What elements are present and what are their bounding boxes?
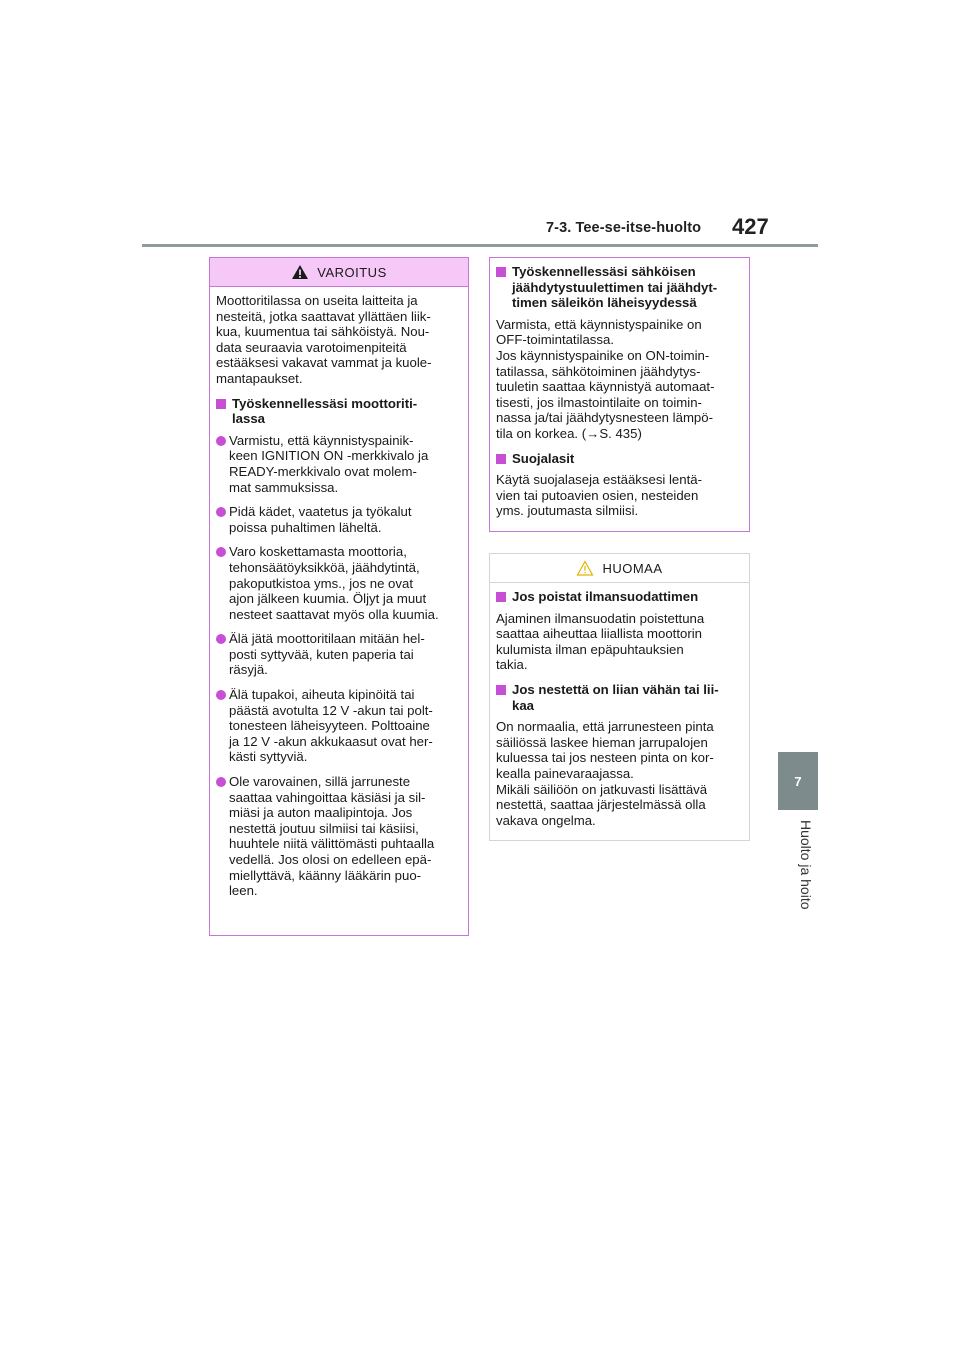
cooling-fan-text: Varmista, että käynnistyspainike on OFF-toimintatilassa. Jos käynnistyspainike on ON-toimin- tatilassa, sähkötoiminen jäähdytys- tuuletin saattaa käynnistyä automaat- tisesti, jos ilmastointilaite on toimin- nassa ja/tai jäähdytysnesteen lämpö- tila on korkea. (→S. 435)	[496, 316, 715, 441]
round-bullet-icon	[216, 634, 226, 644]
subheading-engine-room	[216, 396, 462, 427]
warning-box-body	[210, 287, 468, 914]
list-item	[216, 687, 462, 765]
warning-box	[209, 257, 469, 936]
header-rule	[142, 244, 818, 247]
subheading-text: Työskennellessäsi sähköisen jäähdytystuulettimen tai jäähdyt- timen säleikön läheisyydessä	[512, 264, 718, 311]
square-bullet-icon	[496, 592, 506, 602]
notice-box	[489, 553, 750, 841]
list-item-text: Älä jätä moottoritilaan mitään hel- posti syttyvää, kuten paperia tai räsyjä.	[229, 631, 425, 678]
round-bullet-icon	[216, 507, 226, 517]
goggles-text: Käytä suojalaseja estääksesi lentä- vien tai putoavien osien, nesteiden yms. joutumasta silmiisi.	[496, 472, 702, 519]
chapter-tab: 7	[778, 752, 818, 810]
round-bullet-icon	[216, 777, 226, 787]
air-filter-text: Ajaminen ilmansuodatin poistettuna saattaa aiheuttaa liiallista moottorin kulumista ilman epäpuhtauksien takia.	[496, 610, 705, 673]
warning-triangle-icon	[291, 264, 309, 280]
list-item-text: Pidä kädet, vaatetus ja työkalut poissa puhaltimen läheltä.	[229, 504, 412, 535]
list-item-text: Varmistu, että käynnistyspainik- keen IGNITION ON -merkkivalo ja READY-merkkivalo ovat molem- mat sammuksissa.	[229, 432, 429, 495]
warning-box-header	[210, 258, 468, 287]
list-item	[216, 504, 462, 535]
subheading-text: Jos poistat ilmansuodattimen	[512, 589, 699, 604]
subheading-cooling-fan	[496, 264, 743, 311]
page-number: 427	[732, 214, 769, 239]
notice-box-body	[490, 583, 749, 843]
round-bullet-icon	[216, 436, 226, 446]
notice-box-header	[490, 554, 749, 583]
list-item	[216, 433, 462, 495]
list-item	[216, 544, 462, 622]
subheading-air-filter	[496, 589, 743, 605]
round-bullet-icon	[216, 690, 226, 700]
round-bullet-icon	[216, 547, 226, 557]
list-item-text: Ole varovainen, sillä jarruneste saattaa vahingoittaa käsiäsi ja sil- miäsi ja auton maalipintoja. Jos nestettä joutuu silmiisi tai käsiisi, huuhtele niitä välittömästi puhtaalla vedellä. Jos olosi on edelleen epä- miellyttävä, käänny lääkärin puo- leen.	[229, 774, 435, 899]
warning-box-continued	[489, 257, 750, 532]
subheading-text: Työskennellessäsi moottoriti- lassa	[232, 395, 418, 427]
subheading-text: Jos nestettä on liian vähän tai lii- kaa	[512, 681, 719, 713]
subheading-fluid-level	[496, 682, 743, 713]
warning-box-title: VAROITUS	[317, 264, 387, 280]
warning-box-cont-body	[490, 258, 749, 534]
subheading-goggles	[496, 451, 743, 467]
notice-box-title: HUOMAA	[602, 560, 663, 576]
square-bullet-icon	[496, 454, 506, 464]
list-item	[216, 631, 462, 678]
caution-triangle-icon	[576, 560, 594, 576]
fluid-level-text: On normaalia, että jarrunesteen pinta säiliössä laskee hieman jarrupalojen kuluessa tai jos nesteen pinta on kor- kealla painevaraajassa. Mikäli säiliöön on jatkuvasti lisättävä nestettä, saattaa järjestelmässä olla vakava ongelma.	[496, 719, 714, 828]
section-title: 7-3. Tee-se-itse-huolto	[546, 220, 702, 236]
list-item-text: Varo koskettamasta moottoria, tehonsäätöyksikköä, jäähdytintä, pakoputkistoa yms., jos ne ovat ajon jälkeen kuumia. Öljyt ja muut nesteet saattavat myös olla kuumia.	[229, 544, 439, 622]
list-item-text: Älä tupakoi, aiheuta kipinöitä tai päästä avotulta 12 V -akun tai polt- tonesteen läheisyyteen. Polttoaine ja 12 V -akun akkukaasut ovat her- kästi syttyviä.	[229, 687, 433, 765]
square-bullet-icon	[496, 685, 506, 695]
chapter-title: Huolto ja hoito	[798, 820, 814, 910]
square-bullet-icon	[216, 399, 226, 409]
subheading-text: Suojalasit	[512, 450, 575, 466]
list-item	[216, 774, 462, 899]
square-bullet-icon	[496, 267, 506, 277]
warning-intro: Moottoritilassa on useita laitteita ja nesteitä, jotka saattavat yllättäen liik- kua, kuumentua tai sähköistyä. Nou- data seuraavia varotoimenpiteitä estääksesi vakavat vammat ja kuole- mantapaukset.	[216, 293, 432, 386]
